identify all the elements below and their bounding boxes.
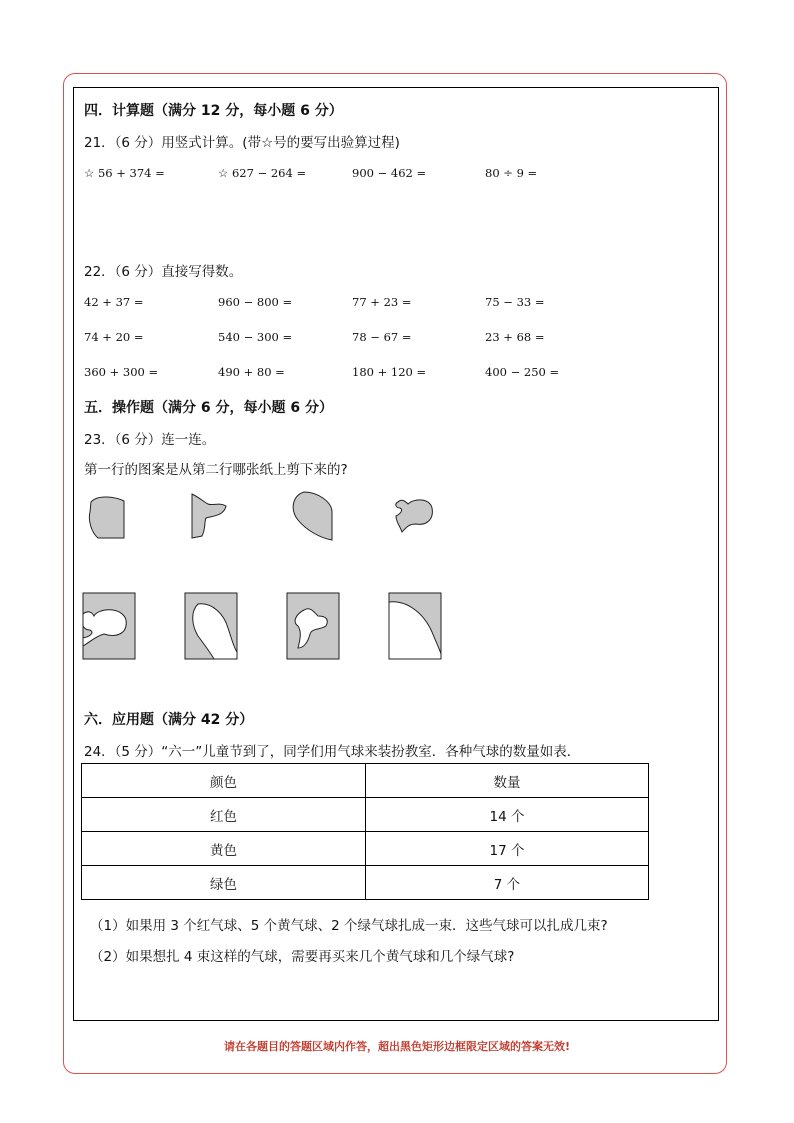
table-cell-color: 红色	[82, 798, 366, 832]
q22-r3c2: 490 + 80 =	[218, 365, 285, 379]
q22-r1c3: 77 + 23 =	[352, 295, 412, 309]
q22-r1c4: 75 − 33 =	[485, 295, 545, 309]
q22-r1c2: 960 − 800 =	[218, 295, 293, 309]
table-cell-color: 绿色	[82, 866, 366, 900]
q21-item-1: ☆ 56 + 374 =	[84, 166, 165, 180]
q22-r1c1: 42 + 37 =	[84, 295, 144, 309]
q22-r2c4: 23 + 68 =	[485, 330, 545, 344]
table-cell-color: 黄色	[82, 832, 366, 866]
q24-prompt: 24．（5 分）“六一”儿童节到了，同学们用气球来装扮教室．各种气球的数量如表．	[84, 744, 581, 760]
q22-prompt: 22．（6 分）直接写得数。	[84, 264, 243, 280]
q24-subquestion-2: （2）如果想扎 4 束这样的气球，需要再买来几个黄气球和几个绿气球?	[90, 949, 515, 965]
table-header-color: 颜色	[82, 764, 366, 798]
q21-item-3: 900 − 462 =	[352, 166, 427, 180]
section4-heading: 四．计算题（满分 12 分，每小题 6 分）	[84, 103, 343, 119]
section6-heading: 六．应用题（满分 42 分）	[84, 712, 254, 728]
q22-r2c2: 540 − 300 =	[218, 330, 293, 344]
table-header-row	[82, 764, 649, 798]
cut-shape-1-icon	[86, 494, 128, 540]
paper-with-hole-b-icon	[184, 592, 238, 660]
table-row	[82, 798, 649, 832]
q22-r3c3: 180 + 120 =	[352, 365, 427, 379]
q23-subprompt: 第一行的图案是从第二行哪张纸上剪下来的?	[84, 462, 348, 478]
q22-r3c4: 400 − 250 =	[485, 365, 560, 379]
table-cell-count: 14 个	[366, 798, 649, 832]
balloon-count-table	[81, 763, 649, 900]
q21-item-2: ☆ 627 − 264 =	[218, 166, 307, 180]
paper-with-hole-d-icon	[388, 592, 442, 660]
q22-r2c3: 78 − 67 =	[352, 330, 412, 344]
q22-r2c1: 74 + 20 =	[84, 330, 144, 344]
q23-prompt: 23．（6 分）连一连。	[84, 432, 216, 448]
footer-notice: 请在各题目的答题区域内作答，超出黑色矩形边框限定区域的答案无效!	[223, 1040, 570, 1053]
table-cell-count: 7 个	[366, 866, 649, 900]
table-row	[82, 866, 649, 900]
table-row	[82, 832, 649, 866]
cut-shape-4-icon	[392, 494, 436, 536]
cut-shape-3-icon	[290, 490, 336, 542]
q21-item-4: 80 ÷ 9 =	[485, 166, 538, 180]
section5-heading: 五．操作题（满分 6 分，每小题 6 分）	[84, 400, 333, 416]
q24-subquestion-1: （1）如果用 3 个红气球、5 个黄气球、2 个绿气球扎成一束．这些气球可以扎成几束?	[90, 918, 608, 934]
paper-with-hole-a-icon	[82, 592, 136, 660]
q22-r3c1: 360 + 300 =	[84, 365, 159, 379]
paper-with-hole-c-icon	[286, 592, 340, 660]
q21-prompt: 21．（6 分）用竖式计算。(带☆号的要写出验算过程)	[84, 135, 400, 151]
table-header-count: 数量	[366, 764, 649, 798]
table-cell-count: 17 个	[366, 832, 649, 866]
cut-shape-2-icon	[188, 492, 230, 542]
